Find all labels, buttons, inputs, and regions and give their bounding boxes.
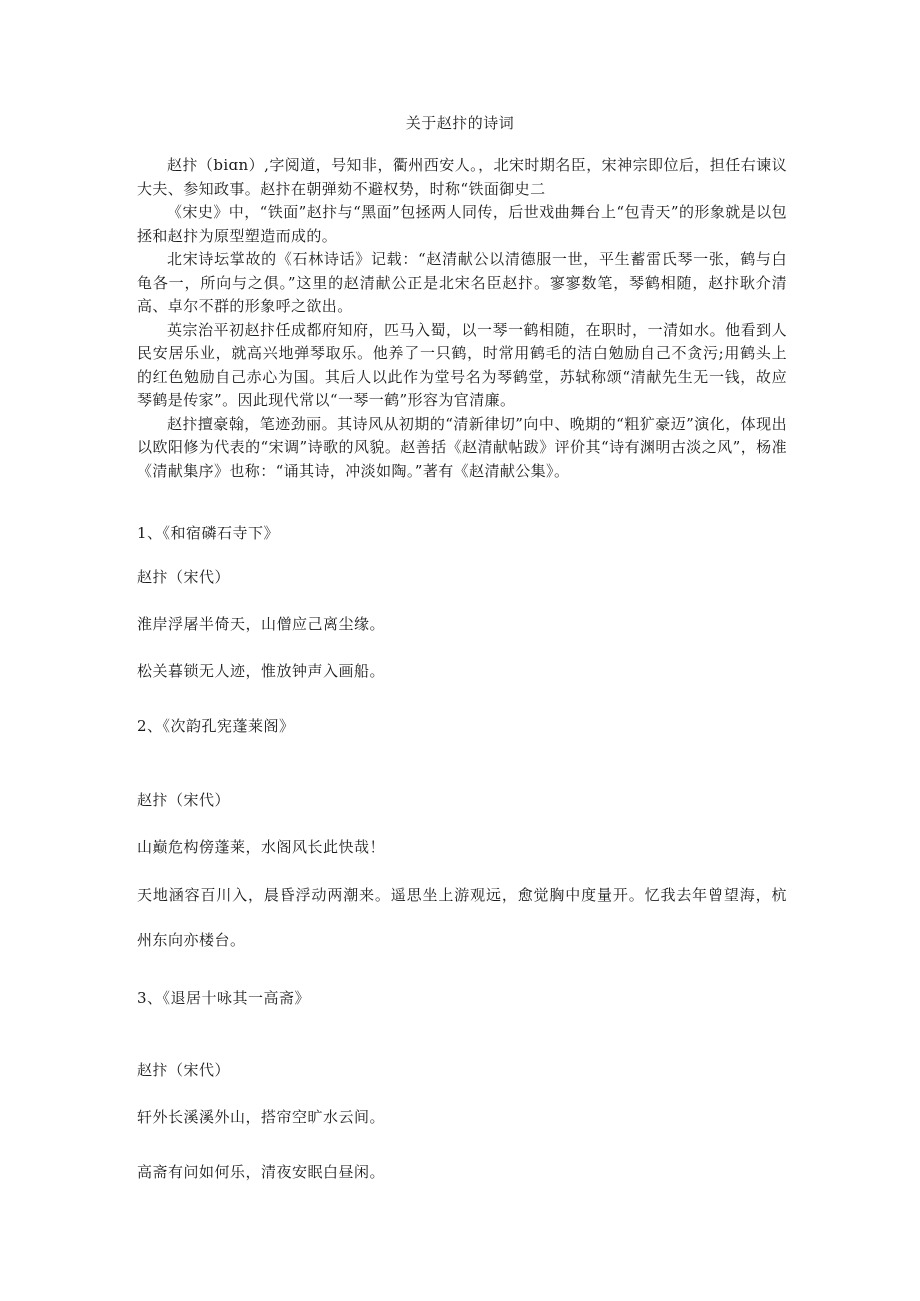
intro-paragraph: 赵抃（biɑn）,字阅道，号知非，衢州西安人。，北宋时期名臣，宋神宗即位后，担任右谏议大夫、参知政事。赵抃在朝弹劾不避权势，时称“铁面御史二	[137, 156, 787, 198]
poem-author: 赵抃（宋代）	[137, 791, 231, 809]
poem-heading: 3、《退居十咏其一高斋》	[137, 989, 311, 1007]
poem-line: 淮岸浮屠半倚天，山僧应己离尘缘。	[137, 615, 386, 633]
poem-line: 高斋有问如何乐，清夜安眠白昼闲。	[137, 1163, 386, 1181]
intro-paragraph: 英宗治平初赵抃任成都府知府，匹马入蜀，以一琴一鹤相随，在职时，一清如水。他看到人民安居乐业，就高兴地弹琴取乐。他养了一只鹤，时常用鹤毛的洁白勉励自己不贪污;用鹤头上的红色勉励自己赤心为国。其后人以此作为堂号名为琴鹤堂，苏轼称颂“清献先生无一钱，故应琴鹤是传家”。因此现代常以“一琴一鹤”形容为官清廉。	[137, 320, 787, 409]
intro-paragraph: 《宋史》中，“铁面”赵抃与“黑面”包拯两人同传，后世戏曲舞台上“包青天”的形象就是以包拯和赵抃为原型塑造而成的。	[137, 203, 787, 245]
intro-paragraph: 北宋诗坛掌故的《石林诗话》记载：“赵清献公以清德服一世，平生蓄雷氏琴一张，鹤与白龟各一，所向与之俱。”这里的赵清献公正是北宋名臣赵抃。寥寥数笔，琴鹤相随，赵抃耿介清高、卓尔不群的形象呼之欲出。	[137, 250, 787, 315]
intro-section	[137, 154, 787, 483]
document-title: 关于赵抃的诗词	[405, 114, 515, 132]
poem-line: 松关暮锁无人迹，惟放钟声入画船。	[137, 662, 386, 680]
poem-heading: 2、《次韵孔宪蓬莱阁》	[137, 717, 295, 735]
poem-author: 赵抃（宋代）	[137, 568, 231, 586]
poem-heading: 1、《和宿磷石寺下》	[137, 524, 280, 542]
poem-line: 天地涵容百川入，晨昏浮动两潮来。遥思坐上游观远，愈觉胸中度量开。忆我去年曾望海，杭州东向亦楼台。	[137, 886, 787, 949]
poem-line: 轩外长溪溪外山，搭帘空旷水云间。	[137, 1108, 386, 1126]
poem-line: 山巅危构傍蓬莱，水阁风长此快哉！	[137, 838, 386, 856]
poem-author: 赵抃（宋代）	[137, 1061, 231, 1079]
intro-paragraph: 赵抃擅豪翰，笔迹劲丽。其诗风从初期的“清新律切”向中、晚期的“粗犷豪迈”演化，体现出以欧阳修为代表的“宋调”诗歌的风貌。赵善括《赵清献帖跋》评价其“诗有渊明古淡之风”，杨准《清献集序》也称：“诵其诗，冲淡如陶。”著有《赵清献公集》。	[137, 414, 787, 480]
